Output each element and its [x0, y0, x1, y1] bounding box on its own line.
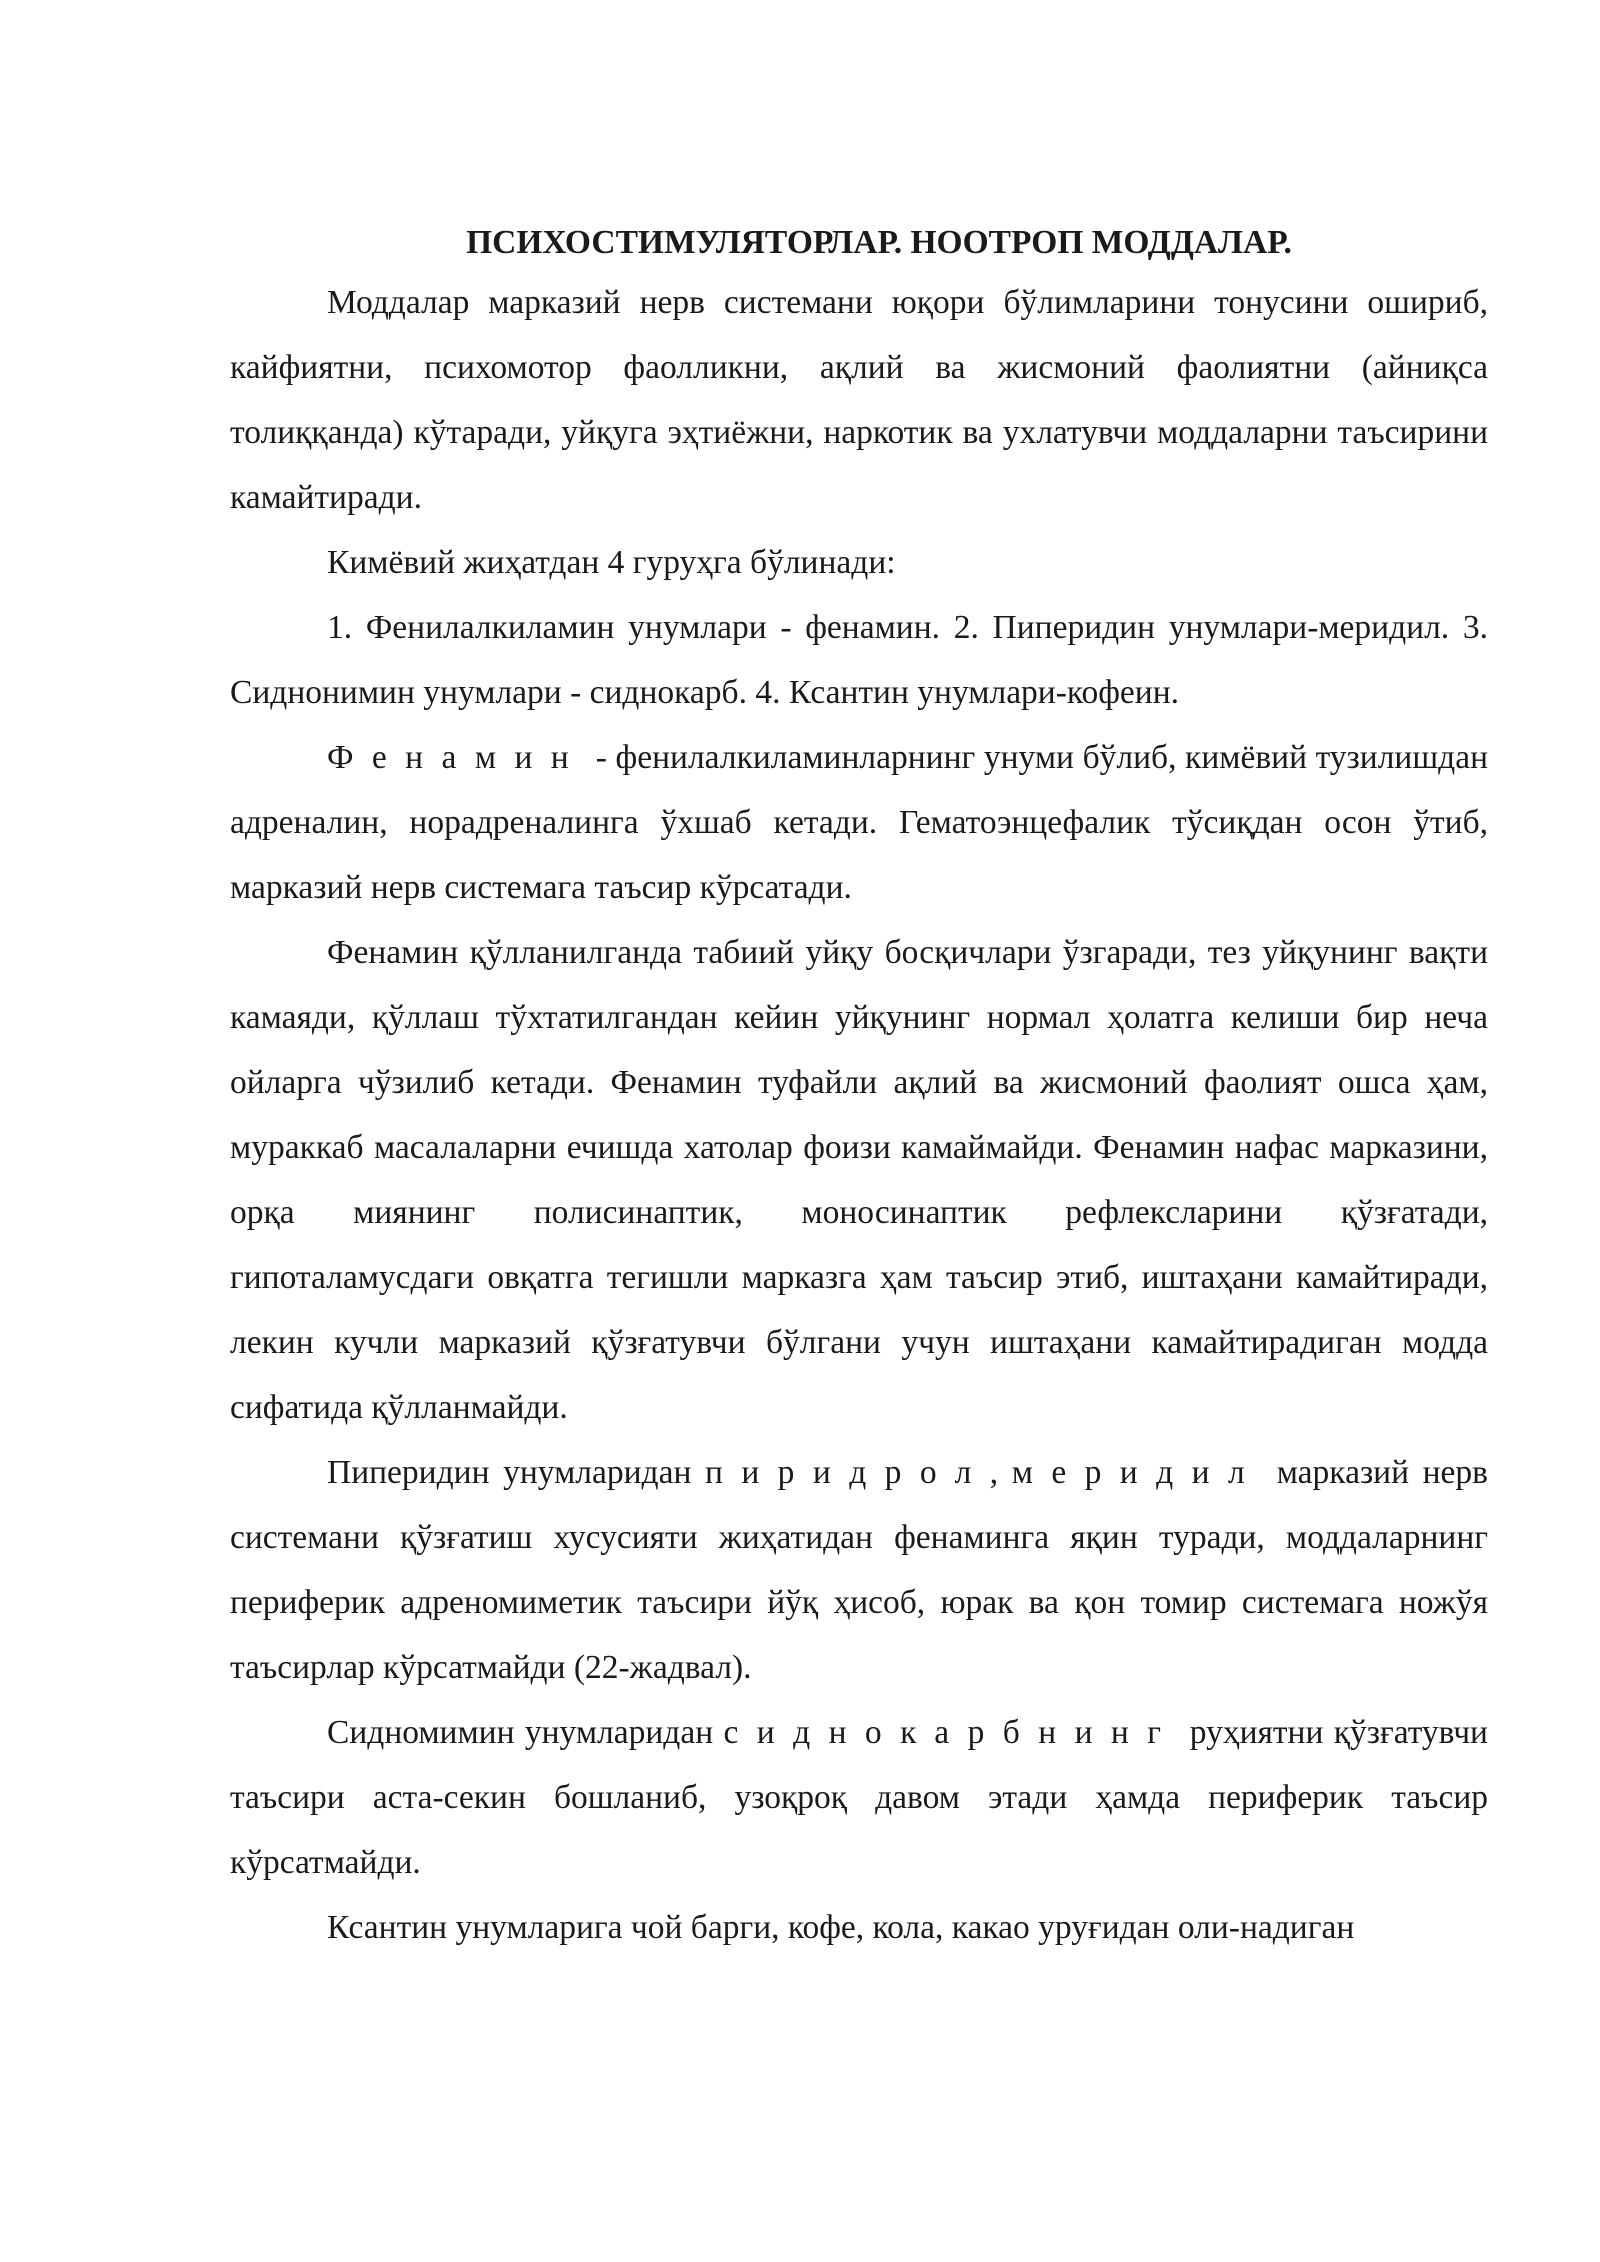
document-page: [230, 215, 1488, 1960]
spaced-term-sidnokarb: сиднокарбнинг: [723, 1714, 1180, 1751]
paragraph-intro: Моддалар марказий нерв системани юқори бўлимларини тонусини ошириб, кайфиятни, психомотор фаолликни, ақлий ва жисмоний фаолиятни (айниқса толиққанда) кўтаради, уйқуга эҳтиёжни, наркотик ва ухлатувчи моддаларни таъсирини камайтиради.: [230, 284, 1488, 516]
document-title: ПСИХОСТИМУЛЯТОРЛАР. НООТРОП МОДДАЛАР.: [466, 224, 1292, 261]
paragraph-piperidine-text-a: Пиперидин унумларидан: [327, 1454, 705, 1491]
paragraph-xanthine: Ксантин унумларига чой барги, кофе, кола, какао уруғидан оли-надиган: [327, 1909, 1355, 1946]
paragraph-groups-list: 1. Фенилалкиламин унумлари - фенамин. 2. Пиперидин унумлари-меридил. 3. Сиднонимин унумлари - сиднокарб. 4. Ксантин унумлари-кофеин.: [230, 609, 1488, 711]
paragraph-groups-heading: Кимёвий жиҳатдан 4 гуруҳга бўлинади:: [327, 544, 896, 581]
spaced-term-piridrol: пиридрол: [704, 1454, 990, 1491]
spaced-term-meridil: меридил: [1011, 1454, 1264, 1491]
paragraph-sydnonimine: [230, 1700, 1488, 1895]
spaced-term-fenamin: Фенамин: [327, 739, 588, 776]
paragraph-fenamin-text: - фенилалкиламинларнинг унуми бўлиб, кимёвий тузилишдан адреналин, норадреналинга ўхшаб кетади. Гематоэнцефалик тўсиқдан осон ўтиб, марказий нерв системага таъсир кўрсатади.: [230, 739, 1488, 906]
paragraph-piperidine-text-c: марказий нерв системани қўзғатиш хусусияти жиҳатидан фенаминга яқин туради, моддаларнинг периферик адреномиметик таъсири йўқ ҳисоб, юрак ва қон томир системага ножўя таъсирлар кўрсатмайди (22-жадвал).: [230, 1454, 1488, 1686]
paragraph-fenamin: [230, 725, 1488, 920]
paragraph-piperidine-text-b: ,: [989, 1454, 1012, 1491]
paragraph-sydnonimine-text-b: руҳиятни қўзғатувчи таъсири аста-секин бошланиб, узоқроқ давом этади ҳамда периферик таъсир кўрсатмайди.: [230, 1714, 1488, 1881]
paragraph-sydnonimine-text-a: Сидномимин унумларидан: [327, 1714, 724, 1751]
paragraph-piperidine: [230, 1440, 1488, 1700]
paragraph-fenamin-effects: Фенамин қўлланилганда табиий уйқу босқичлари ўзгаради, тез уйқунинг вақти камаяди, қўллаш тўхтатилгандан кейин уйқунинг нормал ҳолатга келиши бир неча ойларга чўзилиб кетади. Фенамин туфайли ақлий ва жисмоний фаолият ошса ҳам, мураккаб масалаларни ечишда хатолар фоизи камаймайди. Фенамин нафас марказини, орқа миянинг полисинаптик, моносинаптик рефлексларини қўзғатади, гипоталамусдаги овқатга тегишли марказга ҳам таъсир этиб, иштаҳани камайтиради, лекин кучли марказий қўзғатувчи бўлгани учун иштаҳани камайтирадиган модда сифатида қўлланмайди.: [230, 934, 1488, 1426]
